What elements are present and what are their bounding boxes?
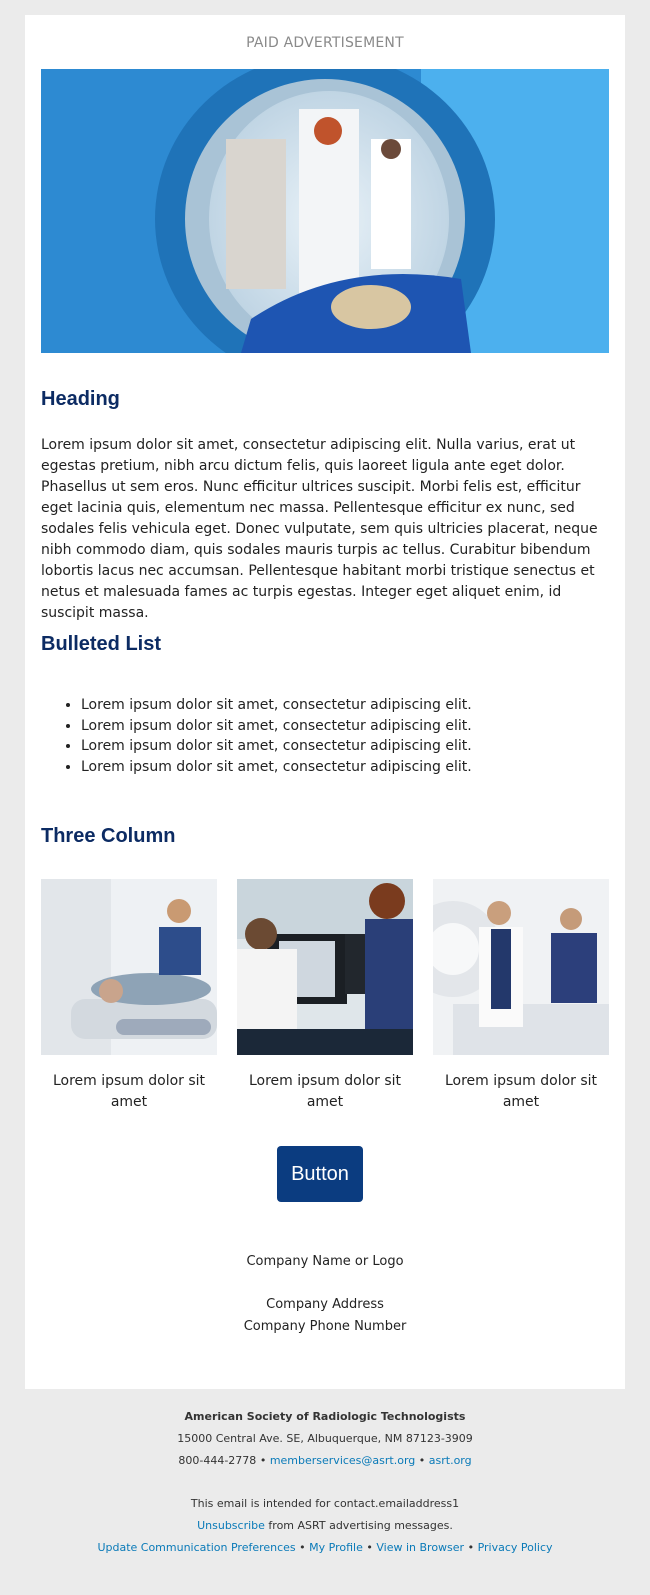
footer-links <box>0 1541 650 1554</box>
body-paragraph: Lorem ipsum dolor sit amet, consectetur adipiscing elit. Nulla varius, erat ut egestas pretium, nibh arcu dictum felis, quis laoreet ligula ante eget dolor. Phasellus ut sem eros. Nunc efficitur ultrices suscipit. Morbi felis est, efficitur eget lacinia quis, elementum nec massa. Pellentesque efficitur ex nunc, sed sodales felis vehicula eget. Donec vulputate, sem quis ultricies placerat, neque nibh commodo diam, quis sodales mauris turpis ac tellus. Curabitur bibendum lobortis lacus nec accumsan. Pellentesque habitant morbi tristique senectus et netus et malesuada fames ac turpis egestas. Integer eget aliquet enim, id suscipit massa. <box>41 437 598 621</box>
company-phone: Company Phone Number <box>243 1319 407 1334</box>
column-1 <box>41 879 217 1113</box>
footer-separator: • <box>418 1454 426 1467</box>
bulleted-list <box>41 695 641 777</box>
column-3-caption: Lorem ipsum dolor sit amet <box>444 1073 598 1110</box>
footer-unsubscribe-line <box>0 1519 650 1532</box>
list-item: • Lorem ipsum dolor sit amet, consectetur adipiscing elit. <box>81 736 641 757</box>
footer-email-link[interactable]: memberservices@asrt.org <box>269 1454 416 1467</box>
footer-separator: • <box>366 1541 373 1554</box>
footer-separator: • <box>467 1541 475 1554</box>
company-name: Company Name or Logo <box>246 1254 404 1269</box>
update-preferences-link[interactable]: Update Communication Preferences <box>97 1541 296 1554</box>
bulleted-list-heading: Bulleted List <box>41 633 162 655</box>
footer-contact-line <box>0 1454 650 1467</box>
cta-button[interactable]: Button <box>277 1146 363 1202</box>
column-2-image <box>237 879 413 1055</box>
column-3-image <box>433 879 609 1055</box>
section-heading: Heading <box>41 388 120 410</box>
list-item: • Lorem ipsum dolor sit amet, consectetur adipiscing elit. <box>81 716 641 737</box>
footer-site-link[interactable]: asrt.org <box>428 1454 472 1467</box>
column-2-caption: Lorem ipsum dolor sit amet <box>248 1073 402 1110</box>
email-card <box>25 15 625 1389</box>
unsubscribe-link[interactable]: Unsubscribe <box>197 1519 265 1532</box>
footer-intended: This email is intended for contact.emailaddress1 <box>190 1497 460 1510</box>
list-item: • Lorem ipsum dolor sit amet, consectetur adipiscing elit. <box>81 757 641 778</box>
footer-separator: • <box>299 1541 306 1554</box>
footer-org-name-text: American Society of Radiologic Technologists <box>184 1410 466 1423</box>
paid-advertisement-label: PAID ADVERTISEMENT <box>246 35 404 51</box>
company-address: Company Address <box>266 1297 384 1312</box>
unsubscribe-tail: from ASRT advertising messages. <box>268 1519 453 1532</box>
footer-phone: 800-444-2778 <box>178 1454 257 1467</box>
column-2 <box>237 879 413 1113</box>
list-item: • Lorem ipsum dolor sit amet, consectetur adipiscing elit. <box>81 695 641 716</box>
privacy-policy-link[interactable]: Privacy Policy <box>477 1541 553 1554</box>
my-profile-link[interactable]: My Profile <box>309 1541 363 1554</box>
column-1-image <box>41 879 217 1055</box>
column-1-caption: Lorem ipsum dolor sit amet <box>52 1073 206 1110</box>
view-in-browser-link[interactable]: View in Browser <box>376 1541 465 1554</box>
footer-org-name <box>0 1410 650 1423</box>
footer-address: 15000 Central Ave. SE, Albuquerque, NM 87123-3909 <box>177 1432 473 1445</box>
column-3 <box>433 879 609 1113</box>
hero-image <box>41 69 609 353</box>
three-column-heading: Three Column <box>41 825 176 847</box>
footer-separator: • <box>259 1454 267 1467</box>
